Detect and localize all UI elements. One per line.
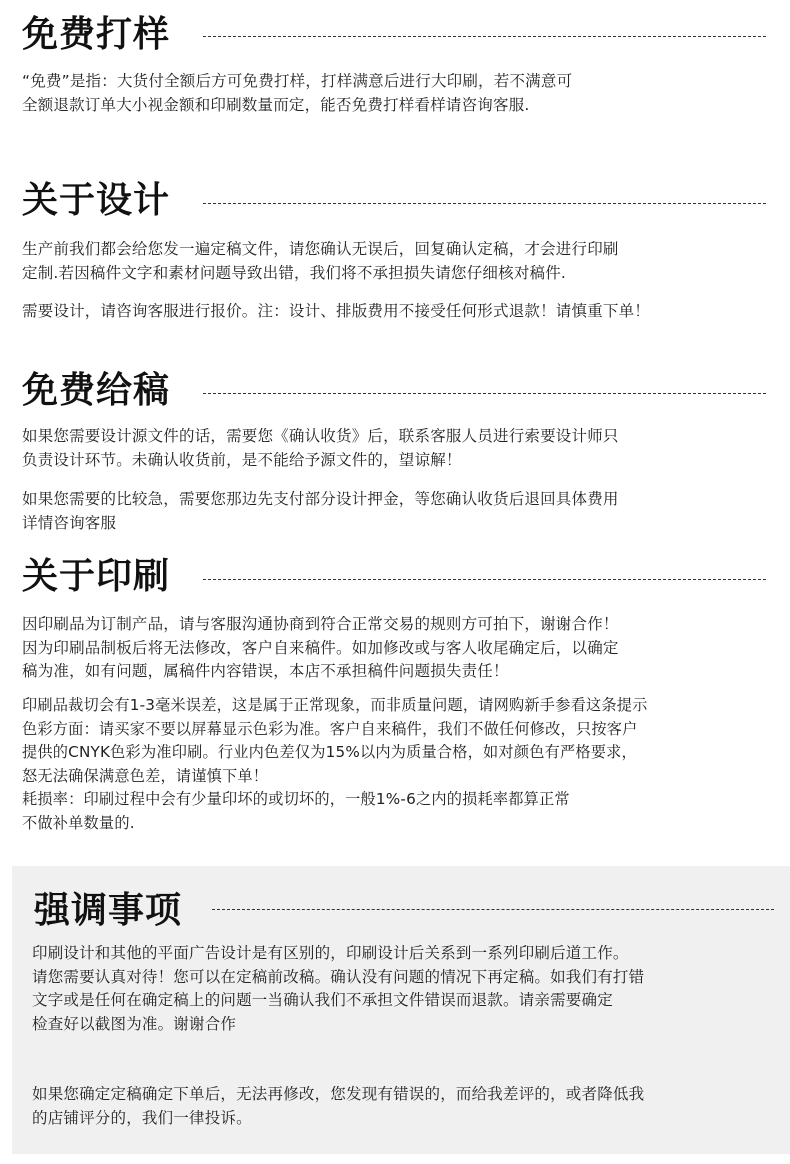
paragraph (22, 613, 619, 684)
section-title: 强调事项 (34, 890, 183, 931)
text-line: “免费”是指：大货付全额后方可免费打样，打样满意后进行大印刷，若不满意可 (22, 72, 573, 90)
text-line: 印刷品裁切会有1-3毫米误差，这是属于正常现象，而非质量问题，请网购新手参看这条提示 (22, 696, 648, 714)
section-title: 免费打样 (22, 14, 171, 55)
text-line: 负责设计环节。未确认收货前，是不能给予源文件的，望谅解！ (22, 450, 462, 469)
text-line: 稿为准，如有问题，属稿件内容错误，本店不承担稿件问题损失责任！ (22, 662, 509, 680)
paragraph (32, 942, 644, 1036)
text-line: 因印刷品为订制产品，请与客服沟通协商到符合正常交易的规则方可拍下，谢谢合作！ (22, 615, 619, 633)
text-line: 全额退款订单大小视金额和印刷数量而定，能否免费打样看样请咨询客服. (22, 95, 530, 114)
paragraph (32, 1083, 644, 1130)
dashed-divider (203, 579, 766, 580)
text-line: 印刷设计和其他的平面广告设计是有区别的，印刷设计后关系到一系列印刷后道工作。 (32, 944, 629, 962)
section-title: 关于设计 (22, 180, 171, 221)
text-line: 检查好以截图为准。谢谢合作 (32, 1014, 237, 1033)
text-line: 不做补单数量的. (22, 813, 135, 832)
text-line: 耗损率：印刷过程中会有少量印坏的或切坏的，一般1%-6之内的损耗率都算正常 (22, 790, 570, 808)
paragraph (22, 300, 650, 324)
text-line: 的店铺评分的，我们一律投诉。 (32, 1108, 252, 1127)
section-heading (22, 366, 170, 416)
dashed-divider (203, 393, 766, 394)
text-line: 请您需要认真对待！您可以在定稿前改稿。确认没有问题的情况下再定稿。如我们有打错 (32, 967, 645, 986)
paragraph (22, 488, 619, 535)
text-line: 提供的CNYK色彩为准印刷。行业内色差仅为15%以内为质量合格，如对颜色有严格要求， (22, 743, 637, 761)
dashed-divider (203, 36, 766, 37)
text-line: 生产前我们都会给您发一遍定稿文件，请您确认无误后，回复确认定稿，才会进行印刷 (22, 240, 619, 258)
text-line: 详情咨询客服 (22, 513, 117, 532)
text-line: 文字或是任何在确定稿上的问题一当确认我们不承担文件错误而退款。请亲需要确定 (32, 991, 613, 1009)
text-line: 需要设计，请咨询客服进行报价。注：设计、排版费用不接受任何形式退款！请慎重下单！ (22, 302, 651, 320)
paragraph (22, 694, 648, 835)
paragraph (22, 425, 619, 472)
text-line: 如果您需要的比较急，需要您那边先支付部分设计押金，等您确认收货后退回具体费用 (22, 490, 619, 508)
section-heading (34, 886, 182, 936)
paragraph (22, 70, 572, 117)
text-line: 如果您需要设计源文件的话，需要您《确认收货》后，联系客服人员进行索要设计师只 (22, 427, 619, 445)
dashed-divider (203, 203, 766, 204)
section-heading (22, 176, 170, 226)
section-important-notes (12, 866, 790, 1154)
text-line: 色彩方面：请买家不要以屏幕显示色彩为准。客户自来稿件，我们不做任何修改，只按客户 (22, 719, 638, 738)
dashed-divider (212, 909, 774, 910)
text-line: 如果您确定定稿确定下单后，无法再修改，您发现有错误的，而给我差评的，或者降低我 (32, 1085, 645, 1103)
section-title: 免费给稿 (22, 370, 171, 411)
paragraph (22, 238, 619, 285)
section-heading (22, 552, 170, 602)
section-title: 关于印刷 (22, 556, 171, 597)
text-line: 怒无法确保满意色差，请谨慎下单！ (22, 766, 269, 785)
text-line: 定制.若因稿件文字和素材问题导致出错，我们将不承担损失请您仔细核对稿件. (22, 263, 567, 282)
text-line: 因为印刷品制板后将无法修改，客户自来稿件。如加修改或与客人收尾确定后，以确定 (22, 638, 619, 657)
section-heading (22, 10, 170, 60)
